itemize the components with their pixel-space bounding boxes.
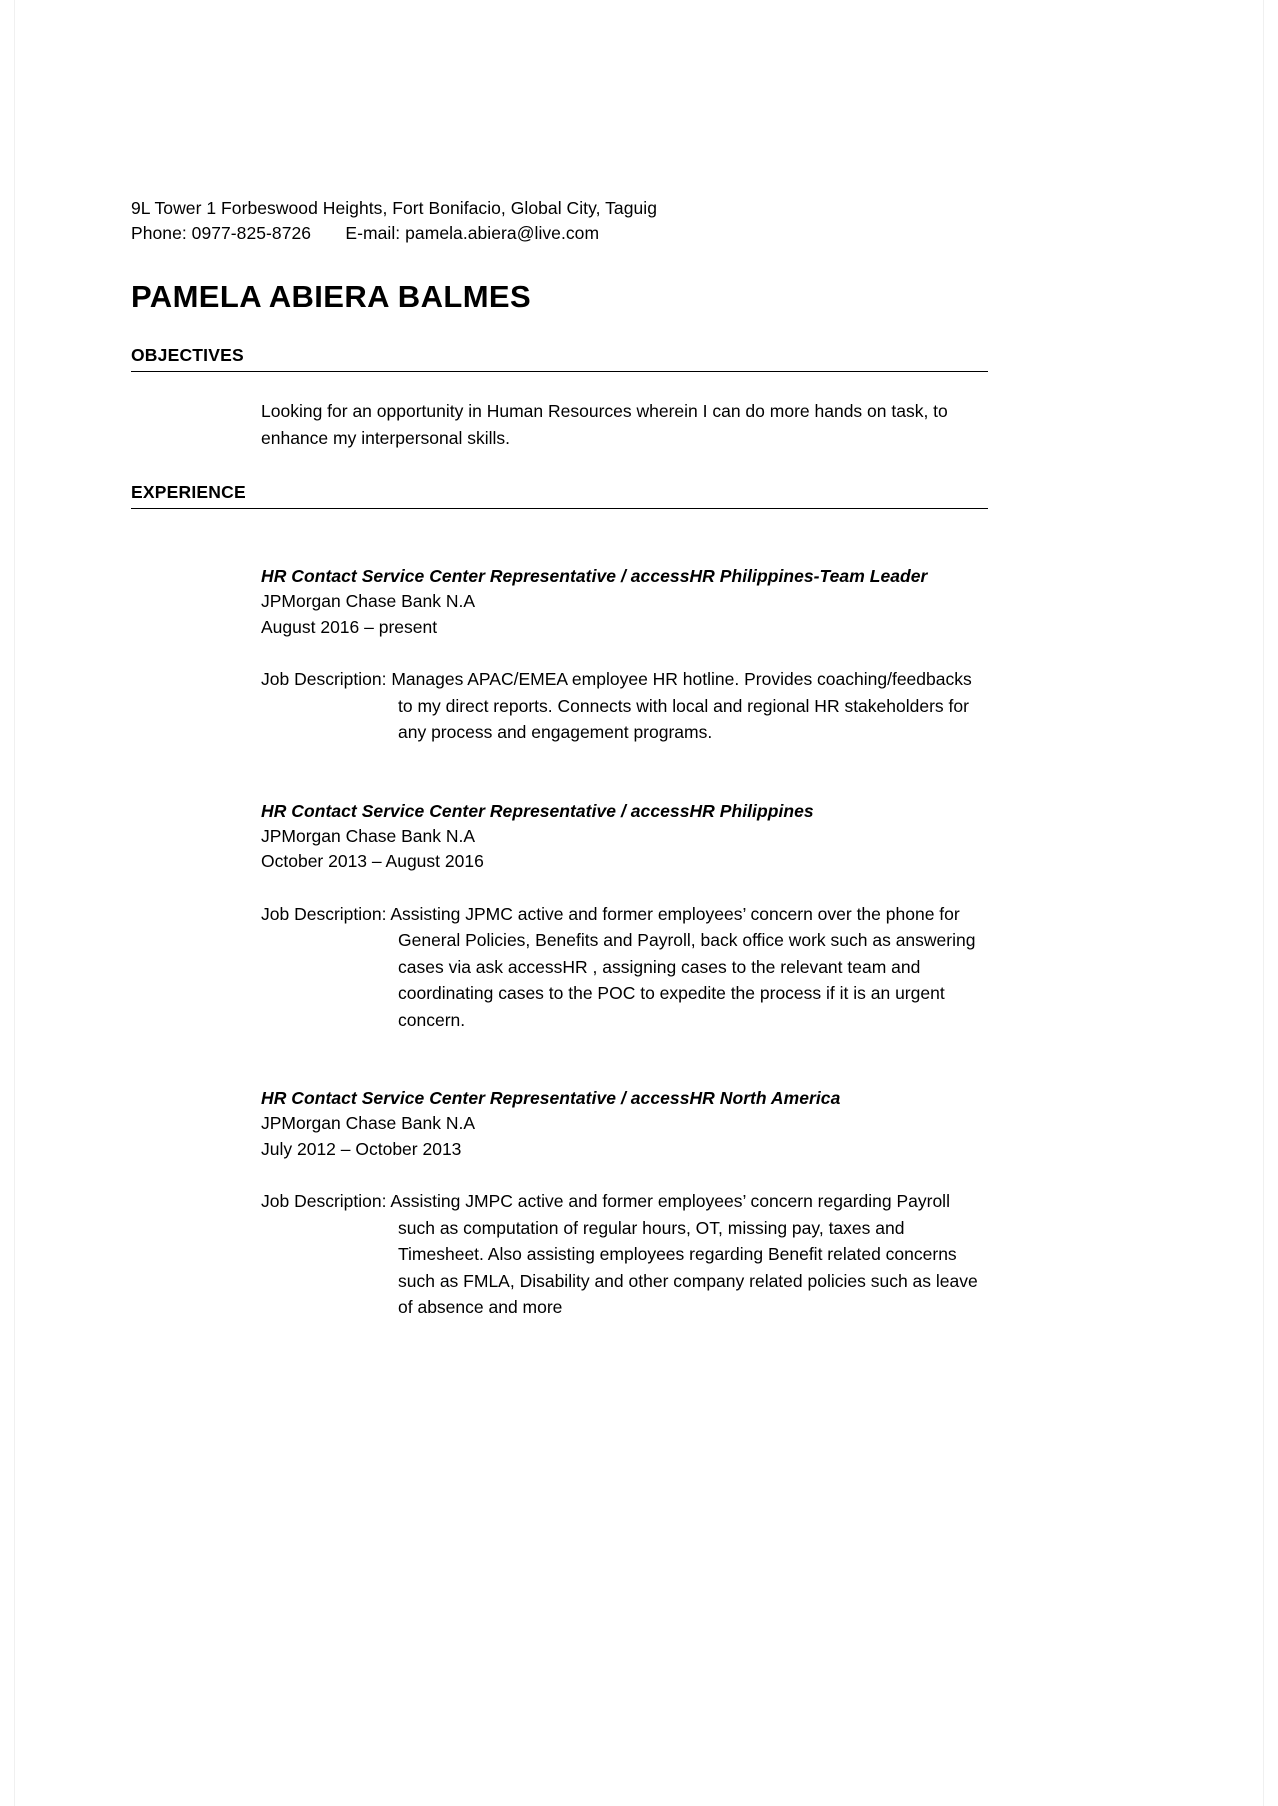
page-title: PAMELA ABIERA BALMES (131, 279, 532, 314)
job-description: Job Description: Assisting JMPC active and former employees’ concern regarding Payroll such as computation of regular hours, OT, missing pay, taxes and Timesheet. Also assisting employees regarding Benefit related concerns such as FMLA, Disability and other company related policies such as leave of absence and more (261, 1191, 978, 1318)
experience-entry (261, 563, 988, 746)
resume-content (131, 196, 988, 1321)
job-title: HR Contact Service Center Representative / accessHR North America (261, 1088, 841, 1109)
job-company: JPMorgan Chase Bank N.A (261, 591, 475, 612)
section-divider-objectives (131, 371, 988, 372)
experience-entry (261, 1085, 988, 1321)
job-title: HR Contact Service Center Representative / accessHR Philippines-Team Leader (261, 566, 928, 587)
page-edge-right (1263, 0, 1278, 1806)
job-company: JPMorgan Chase Bank N.A (261, 1113, 475, 1134)
section-objectives (131, 345, 988, 451)
experience-entry (261, 798, 988, 1034)
job-description: Job Description: Manages APAC/EMEA employee HR hotline. Provides coaching/feedbacks to my direct reports. Connects with local and regional HR stakeholders for any process and engagement programs. (261, 669, 972, 743)
contact-phone-email: Phone: 0977-825-8726 E-mail: pamela.abiera@live.com (131, 223, 600, 243)
job-title: HR Contact Service Center Representative / accessHR Philippines (261, 800, 814, 821)
section-experience (131, 482, 988, 1321)
page-edge-left (0, 0, 15, 1806)
contact-address: 9L Tower 1 Forbeswood Heights, Fort Bonifacio, Global City, Taguig (131, 198, 657, 218)
job-dates: July 2012 – October 2013 (261, 1138, 462, 1159)
job-dates: October 2013 – August 2016 (261, 851, 484, 872)
job-dates: August 2016 – present (261, 616, 438, 637)
section-divider-experience (131, 508, 988, 509)
objectives-body-text: Looking for an opportunity in Human Resources wherein I can do more hands on task, to enhance my interpersonal skills. (261, 401, 948, 448)
section-heading-experience: EXPERIENCE (131, 482, 246, 503)
section-heading-objectives: OBJECTIVES (131, 345, 244, 366)
experience-list (261, 563, 988, 1321)
job-description: Job Description: Assisting JPMC active and former employees’ concern over the phone for General Policies, Benefits and Payroll, back office work such as answering cases via ask accessHR , assigning cases to the relevant team and coordinating cases to the POC to expedite the process if it is an urgent concern. (261, 903, 976, 1030)
job-company: JPMorgan Chase Bank N.A (261, 825, 475, 846)
